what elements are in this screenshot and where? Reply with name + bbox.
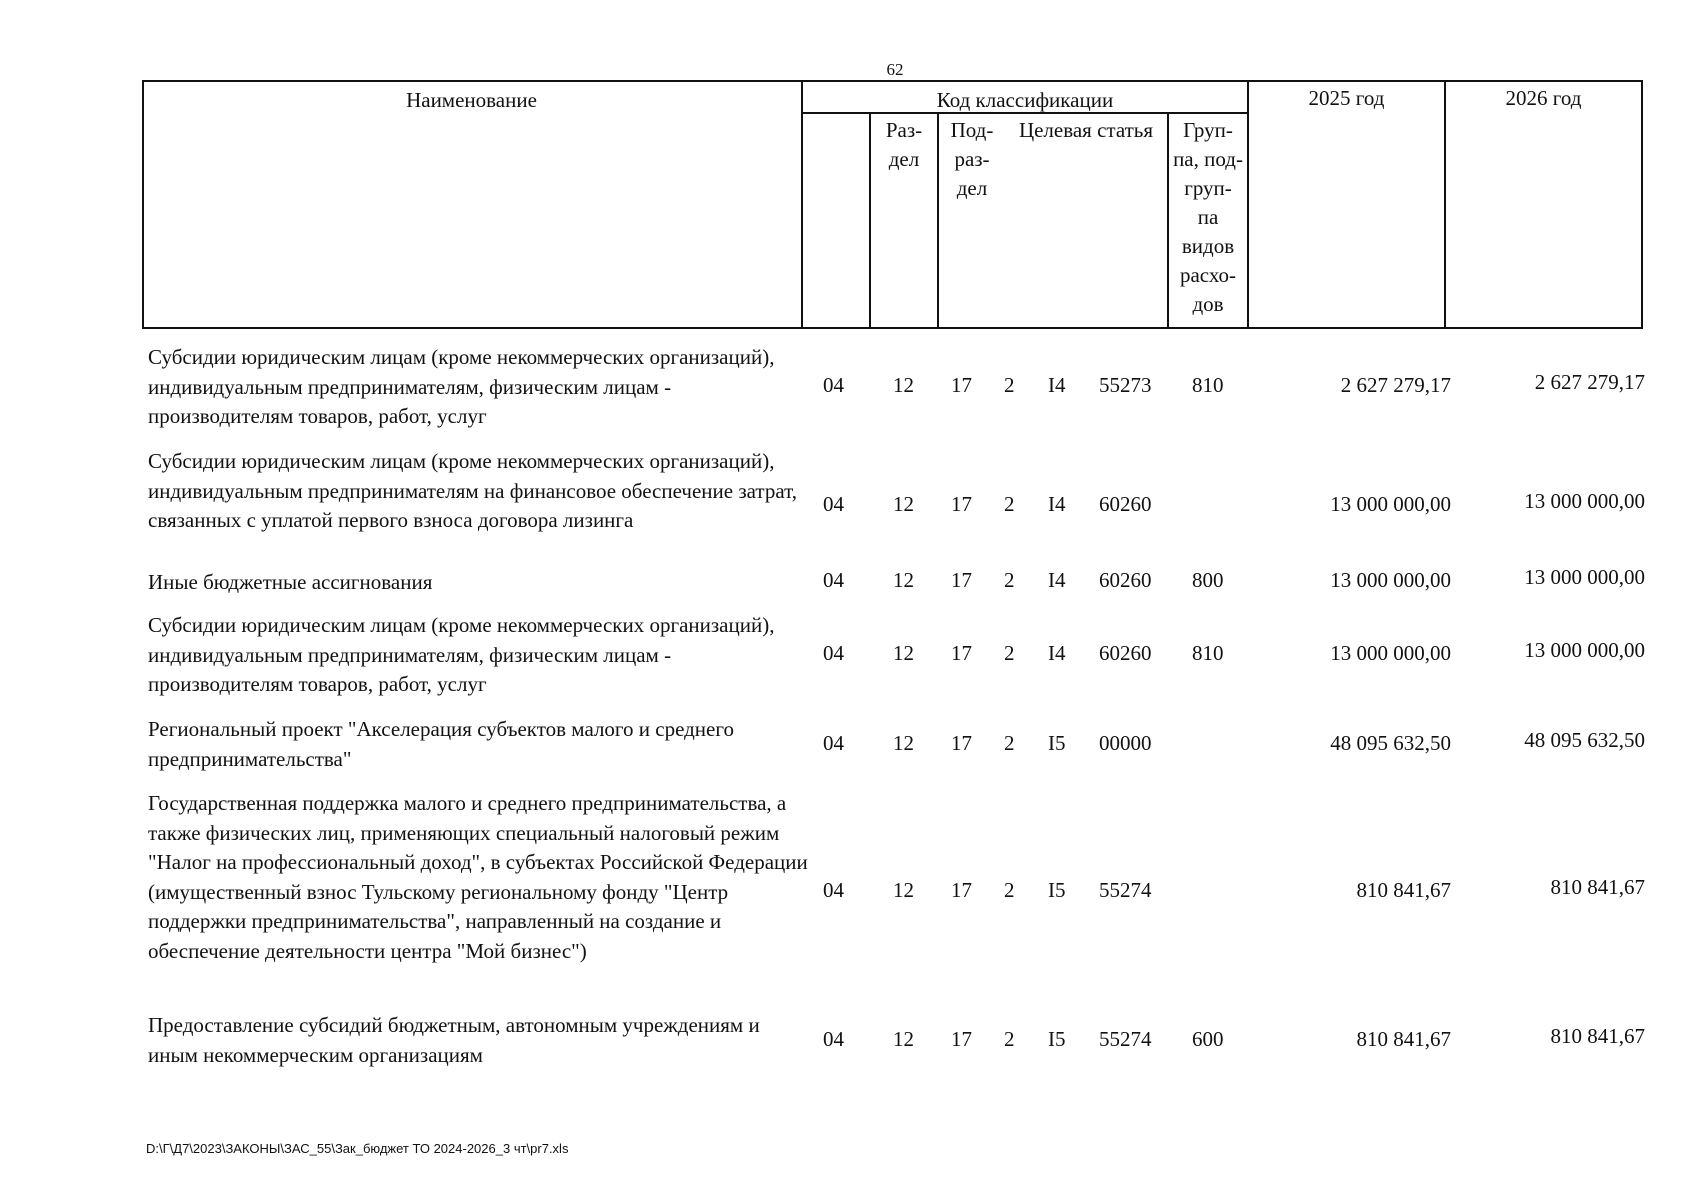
row-name: Иные бюджетные ассигнования	[148, 570, 433, 594]
row-expense-group: 810	[1192, 373, 1224, 397]
row-amount-2025: 2 627 279,17	[1340, 373, 1451, 397]
row-razdel: 04	[823, 731, 844, 755]
row-target-event: I5	[1048, 878, 1066, 902]
header-razdel-line: Раз-	[885, 118, 923, 142]
row-amount-2026: 810 841,67	[1550, 1024, 1645, 1048]
header-group-line: дов	[1192, 292, 1224, 316]
row-target-subprogram: 2	[1004, 1027, 1015, 1051]
row-target-program: 17	[951, 492, 972, 516]
row-target-subprogram: 2	[1004, 641, 1015, 665]
header-group-line: па, под-	[1173, 147, 1243, 171]
row-target-event: I5	[1048, 731, 1066, 755]
row-amount-2025: 810 841,67	[1356, 878, 1451, 902]
row-target-program: 17	[951, 878, 972, 902]
row-podrazdel: 12	[893, 568, 914, 592]
row-target-event: I4	[1048, 641, 1066, 665]
row-podrazdel: 12	[893, 373, 914, 397]
row-target-event: I4	[1048, 492, 1066, 516]
row-podrazdel: 12	[893, 641, 914, 665]
row-target-event: I4	[1048, 568, 1066, 592]
header-border-bottom	[142, 327, 1643, 329]
row-name: Региональный проект "Акселерация субъектов малого и среднего предпринимательства"	[148, 717, 734, 771]
row-razdel: 04	[823, 1027, 844, 1051]
row-amount-2025: 13 000 000,00	[1330, 641, 1451, 665]
header-podrazdel-line: дел	[956, 176, 988, 200]
header-name: Наименование	[406, 88, 537, 112]
row-target-program: 17	[951, 373, 972, 397]
header-year-2025: 2025 год	[1308, 86, 1385, 110]
row-name: Субсидии юридическим лицам (кроме некоммерческих организаций), индивидуальным предпринимателям, физическим лицам - производителям товаров, работ, услуг	[148, 345, 775, 428]
sep-year	[1444, 80, 1446, 329]
row-amount-2026: 810 841,67	[1550, 875, 1645, 899]
row-podrazdel: 12	[893, 1027, 914, 1051]
row-razdel: 04	[823, 373, 844, 397]
row-target-subprogram: 2	[1004, 492, 1015, 516]
row-expense-group: 810	[1192, 641, 1224, 665]
row-target-program: 17	[951, 1027, 972, 1051]
row-target-direction: 60260	[1099, 641, 1152, 665]
header-group-line: груп-	[1184, 176, 1232, 200]
header-podrazdel-line: раз-	[954, 147, 990, 171]
row-target-subprogram: 2	[1004, 878, 1015, 902]
header-code-group: Код классификации	[936, 88, 1114, 112]
row-target-event: I5	[1048, 1027, 1066, 1051]
header-group-line: па	[1197, 205, 1219, 229]
row-amount-2026: 2 627 279,17	[1534, 370, 1645, 394]
header-razdel	[871, 116, 937, 174]
header-year-2026: 2026 год	[1505, 86, 1582, 110]
row-podrazdel: 12	[893, 878, 914, 902]
header-group-line: Груп-	[1183, 118, 1233, 142]
row-amount-2026: 13 000 000,00	[1524, 489, 1645, 513]
row-name: Предоставление субсидий бюджетным, автономным учреждениям и иным некоммерческим организациям	[148, 1013, 760, 1067]
row-target-event: I4	[1048, 373, 1066, 397]
header-border-right	[1641, 80, 1643, 329]
row-target-subprogram: 2	[1004, 568, 1015, 592]
row-razdel: 04	[823, 568, 844, 592]
row-razdel: 04	[823, 878, 844, 902]
header-podrazdel-line: Под-	[950, 118, 994, 142]
header-target: Целевая статья	[1018, 118, 1154, 142]
table-header	[142, 80, 1643, 329]
row-target-program: 17	[951, 641, 972, 665]
row-target-direction: 55274	[1099, 1027, 1152, 1051]
row-amount-2025: 13 000 000,00	[1330, 492, 1451, 516]
row-target-program: 17	[951, 568, 972, 592]
row-target-direction: 60260	[1099, 492, 1152, 516]
row-target-direction: 00000	[1099, 731, 1152, 755]
header-podrazdel	[939, 116, 1005, 203]
header-group-line: расхо-	[1179, 263, 1237, 287]
file-path-footer: D:\Г\Д7\2023\ЗАКОНЫ\ЗАС_55\Зак_бюджет ТО 2024-2026_3 чт\pr7.xls	[146, 1141, 569, 1156]
row-amount-2026: 13 000 000,00	[1524, 638, 1645, 662]
row-amount-2026: 48 095 632,50	[1524, 728, 1645, 752]
header-razdel-line: дел	[888, 147, 920, 171]
row-target-program: 17	[951, 731, 972, 755]
row-name: Субсидии юридическим лицам (кроме некоммерческих организаций), индивидуальным предпринимателям на финансовое обеспечение затрат, связанных с уплатой первого взноса договора лизинга	[148, 449, 797, 532]
row-amount-2026: 13 000 000,00	[1524, 565, 1645, 589]
row-target-direction: 55274	[1099, 878, 1152, 902]
sep-name	[801, 80, 803, 329]
row-amount-2025: 13 000 000,00	[1330, 568, 1451, 592]
header-group-line: видов	[1181, 234, 1235, 258]
row-target-subprogram: 2	[1004, 373, 1015, 397]
row-razdel: 04	[823, 492, 844, 516]
row-target-direction: 60260	[1099, 568, 1152, 592]
header-border-top	[142, 80, 1643, 82]
page-number: 62	[886, 60, 904, 79]
header-border-left	[142, 80, 144, 329]
row-podrazdel: 12	[893, 492, 914, 516]
row-name: Государственная поддержка малого и среднего предпринимательства, а также физических лиц, применяющих специальный налоговый режим "Налог на профессиональный доход", в субъектах Российской Федерации (имущественный взнос Тульскому региональному фонду "Центр поддержки предпринимательства", направленный на создание и обеспечение деятельности центра "Мой бизнес")	[148, 791, 808, 963]
header-group	[1169, 116, 1247, 319]
row-expense-group: 600	[1192, 1027, 1224, 1051]
row-name: Субсидии юридическим лицам (кроме некоммерческих организаций), индивидуальным предпринимателям, физическим лицам - производителям товаров, работ, услуг	[148, 613, 775, 696]
row-expense-group: 800	[1192, 568, 1224, 592]
row-target-subprogram: 2	[1004, 731, 1015, 755]
row-amount-2025: 810 841,67	[1356, 1027, 1451, 1051]
row-target-direction: 55273	[1099, 373, 1152, 397]
row-amount-2025: 48 095 632,50	[1330, 731, 1451, 755]
sep-code	[1247, 80, 1249, 329]
row-podrazdel: 12	[893, 731, 914, 755]
row-razdel: 04	[823, 641, 844, 665]
